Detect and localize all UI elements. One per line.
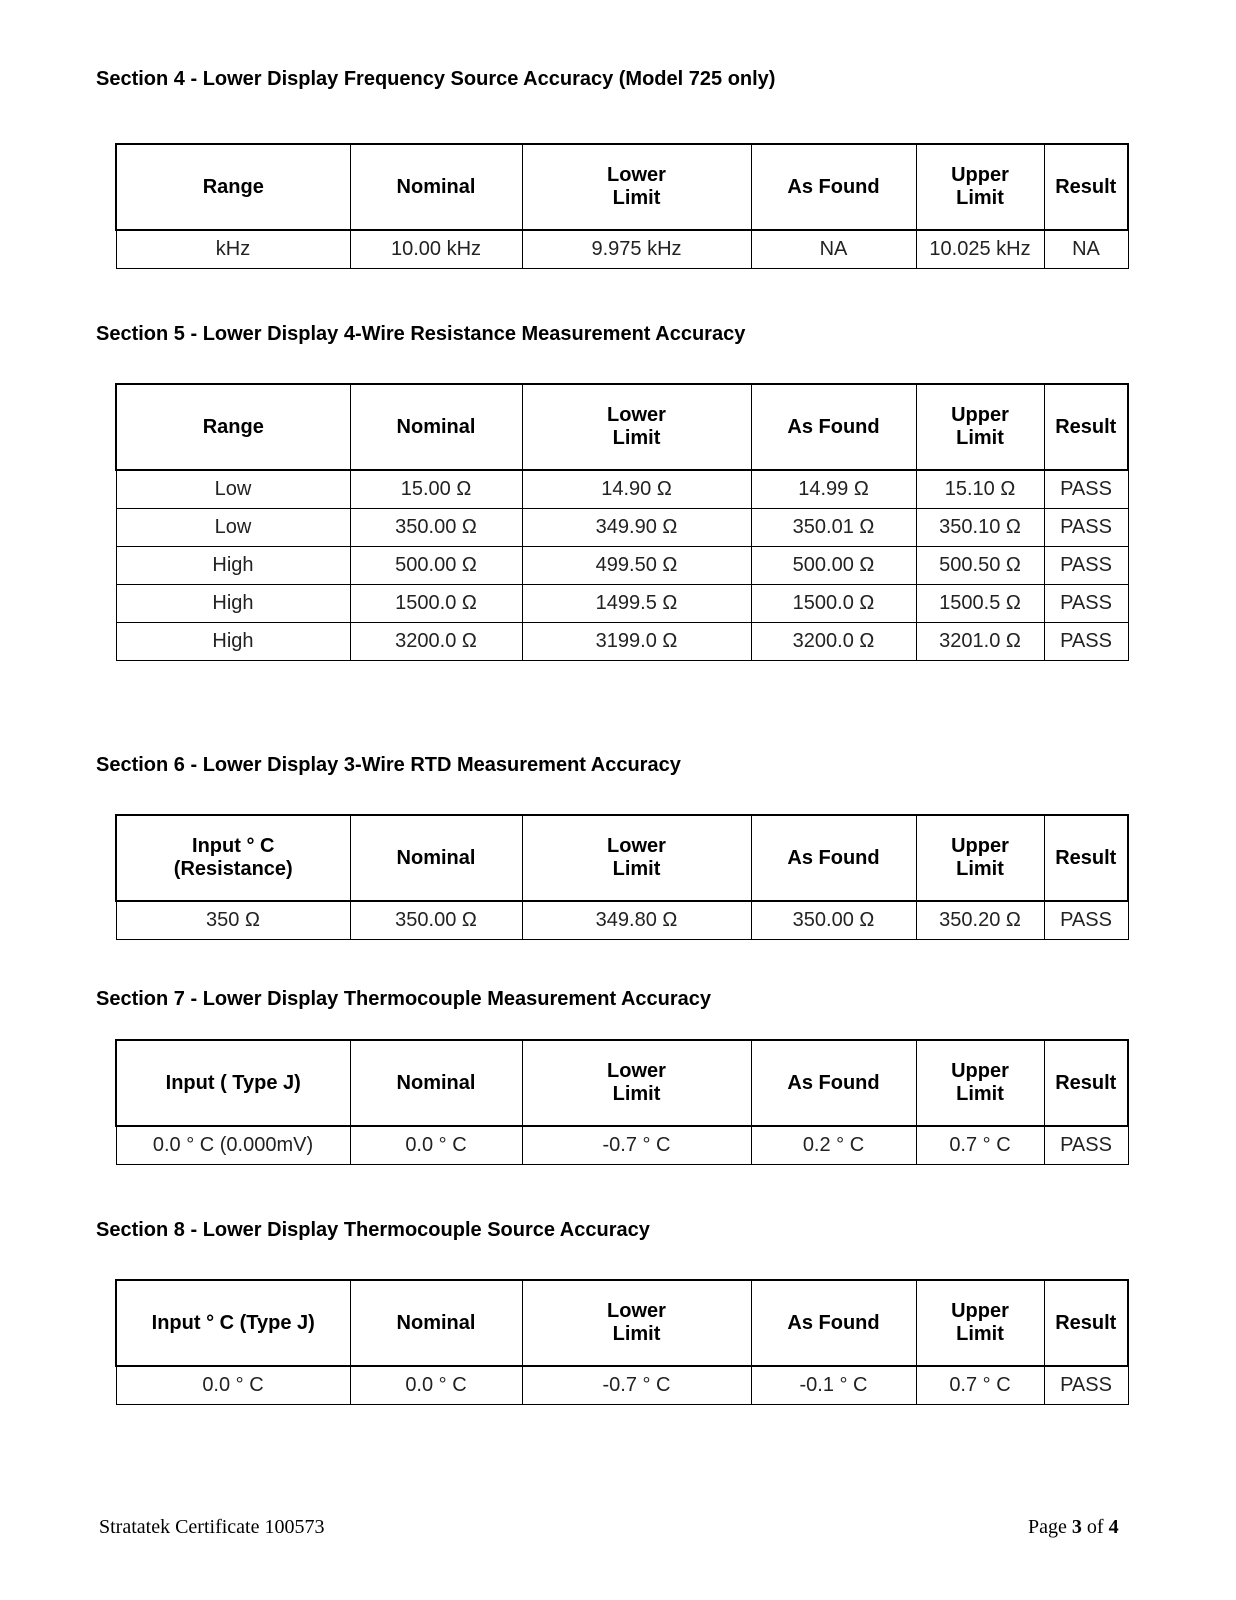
cell-upper-limit: 15.10 Ω: [916, 470, 1044, 509]
header-nominal: Nominal: [350, 384, 522, 470]
cell-nominal: 500.00 Ω: [350, 547, 522, 585]
cell-nominal: 0.0 ° C: [350, 1366, 522, 1405]
cell-upper-limit: 350.10 Ω: [916, 509, 1044, 547]
page-total: 4: [1108, 1516, 1119, 1538]
header-upper-limit: Upper Limit: [916, 144, 1044, 230]
cell-result: PASS: [1044, 1366, 1128, 1405]
cell-result: PASS: [1044, 901, 1128, 940]
header-lower-limit: Lower Limit: [522, 144, 751, 230]
cell-lower-limit: 9.975 kHz: [522, 230, 751, 269]
header-as-found: As Found: [751, 815, 916, 901]
page-current: 3: [1071, 1516, 1082, 1538]
cell-lower-limit: -0.7 ° C: [522, 1366, 751, 1405]
page-prefix: Page: [1028, 1516, 1072, 1538]
header-nominal: Nominal: [350, 1280, 522, 1366]
cell-as-found: NA: [751, 230, 916, 269]
cell-lower-limit: 14.90 Ω: [522, 470, 751, 509]
section-5-table: [115, 383, 1129, 661]
header-nominal: Nominal: [350, 144, 522, 230]
section-8-title: Section 8 - Lower Display Thermocouple Source Accuracy: [96, 1219, 650, 1241]
cell-nominal: 3200.0 Ω: [350, 623, 522, 661]
table-row: [116, 623, 1128, 661]
cell-nominal: 350.00 Ω: [350, 901, 522, 940]
header-row: [116, 815, 1128, 901]
page-of: of: [1081, 1516, 1109, 1538]
page-indicator: [1028, 1516, 1119, 1539]
certificate-label: Stratatek Certificate 100573: [99, 1516, 325, 1538]
cell-input: 0.0 ° C: [116, 1366, 350, 1405]
cell-upper-limit: 500.50 Ω: [916, 547, 1044, 585]
table-row: [116, 509, 1128, 547]
cell-lower-limit: -0.7 ° C: [522, 1126, 751, 1165]
cell-upper-limit: 3201.0 Ω: [916, 623, 1044, 661]
table-row: [116, 1366, 1128, 1405]
header-nominal: Nominal: [350, 1040, 522, 1126]
cell-as-found: 500.00 Ω: [751, 547, 916, 585]
header-nominal: Nominal: [350, 815, 522, 901]
cell-lower-limit: 349.90 Ω: [522, 509, 751, 547]
header-row: [116, 1040, 1128, 1126]
header-input: Input ( Type J): [116, 1040, 350, 1126]
header-result: Result: [1044, 144, 1128, 230]
cell-lower-limit: 349.80 Ω: [522, 901, 751, 940]
header-lower-limit: Lower Limit: [522, 815, 751, 901]
section-7-table: [115, 1039, 1129, 1165]
section-4-table: [115, 143, 1129, 269]
cell-result: NA: [1044, 230, 1128, 269]
cell-upper-limit: 0.7 ° C: [916, 1366, 1044, 1405]
cell-range: Low: [116, 509, 350, 547]
section-4-title: Section 4 - Lower Display Frequency Source Accuracy (Model 725 only): [96, 68, 776, 90]
table-row: [116, 230, 1128, 269]
cell-range: High: [116, 585, 350, 623]
cell-nominal: 350.00 Ω: [350, 509, 522, 547]
cell-as-found: 350.01 Ω: [751, 509, 916, 547]
cell-nominal: 10.00 kHz: [350, 230, 522, 269]
cell-lower-limit: 3199.0 Ω: [522, 623, 751, 661]
cell-input: 0.0 ° C (0.000mV): [116, 1126, 350, 1165]
cell-upper-limit: 10.025 kHz: [916, 230, 1044, 269]
cell-nominal: 15.00 Ω: [350, 470, 522, 509]
header-upper-limit: Upper Limit: [916, 384, 1044, 470]
header-row: [116, 1280, 1128, 1366]
header-upper-limit: Upper Limit: [916, 815, 1044, 901]
table-row: [116, 547, 1128, 585]
cell-nominal: 1500.0 Ω: [350, 585, 522, 623]
cell-lower-limit: 1499.5 Ω: [522, 585, 751, 623]
table-row: [116, 470, 1128, 509]
cell-result: PASS: [1044, 623, 1128, 661]
header-as-found: As Found: [751, 1040, 916, 1126]
cell-as-found: -0.1 ° C: [751, 1366, 916, 1405]
cell-range: Low: [116, 470, 350, 509]
cell-result: PASS: [1044, 470, 1128, 509]
cell-nominal: 0.0 ° C: [350, 1126, 522, 1165]
cell-as-found: 14.99 Ω: [751, 470, 916, 509]
cell-as-found: 350.00 Ω: [751, 901, 916, 940]
cell-range: High: [116, 547, 350, 585]
cell-result: PASS: [1044, 1126, 1128, 1165]
header-result: Result: [1044, 1280, 1128, 1366]
section-7-title: Section 7 - Lower Display Thermocouple Measurement Accuracy: [96, 988, 711, 1010]
cell-range: High: [116, 623, 350, 661]
header-range: Range: [116, 384, 350, 470]
header-input: Input ° C (Resistance): [116, 815, 350, 901]
cell-result: PASS: [1044, 585, 1128, 623]
cell-lower-limit: 499.50 Ω: [522, 547, 751, 585]
table-row: [116, 901, 1128, 940]
cell-result: PASS: [1044, 509, 1128, 547]
cell-upper-limit: 350.20 Ω: [916, 901, 1044, 940]
header-lower-limit: Lower Limit: [522, 1280, 751, 1366]
cell-result: PASS: [1044, 547, 1128, 585]
section-6-title: Section 6 - Lower Display 3-Wire RTD Measurement Accuracy: [96, 754, 681, 776]
header-upper-limit: Upper Limit: [916, 1040, 1044, 1126]
header-row: [116, 384, 1128, 470]
table-row: [116, 585, 1128, 623]
cell-upper-limit: 0.7 ° C: [916, 1126, 1044, 1165]
cell-upper-limit: 1500.5 Ω: [916, 585, 1044, 623]
cell-as-found: 1500.0 Ω: [751, 585, 916, 623]
header-result: Result: [1044, 815, 1128, 901]
header-as-found: As Found: [751, 1280, 916, 1366]
cell-as-found: 0.2 ° C: [751, 1126, 916, 1165]
header-result: Result: [1044, 1040, 1128, 1126]
cell-range: kHz: [116, 230, 350, 269]
header-as-found: As Found: [751, 384, 916, 470]
section-6-table: [115, 814, 1129, 940]
section-5-title: Section 5 - Lower Display 4-Wire Resistance Measurement Accuracy: [96, 323, 746, 345]
cell-input: 350 Ω: [116, 901, 350, 940]
header-lower-limit: Lower Limit: [522, 384, 751, 470]
header-upper-limit: Upper Limit: [916, 1280, 1044, 1366]
cell-as-found: 3200.0 Ω: [751, 623, 916, 661]
table-row: [116, 1126, 1128, 1165]
header-row: [116, 144, 1128, 230]
header-range: Range: [116, 144, 350, 230]
header-as-found: As Found: [751, 144, 916, 230]
header-lower-limit: Lower Limit: [522, 1040, 751, 1126]
header-input: Input ° C (Type J): [116, 1280, 350, 1366]
section-8-table: [115, 1279, 1129, 1405]
header-result: Result: [1044, 384, 1128, 470]
